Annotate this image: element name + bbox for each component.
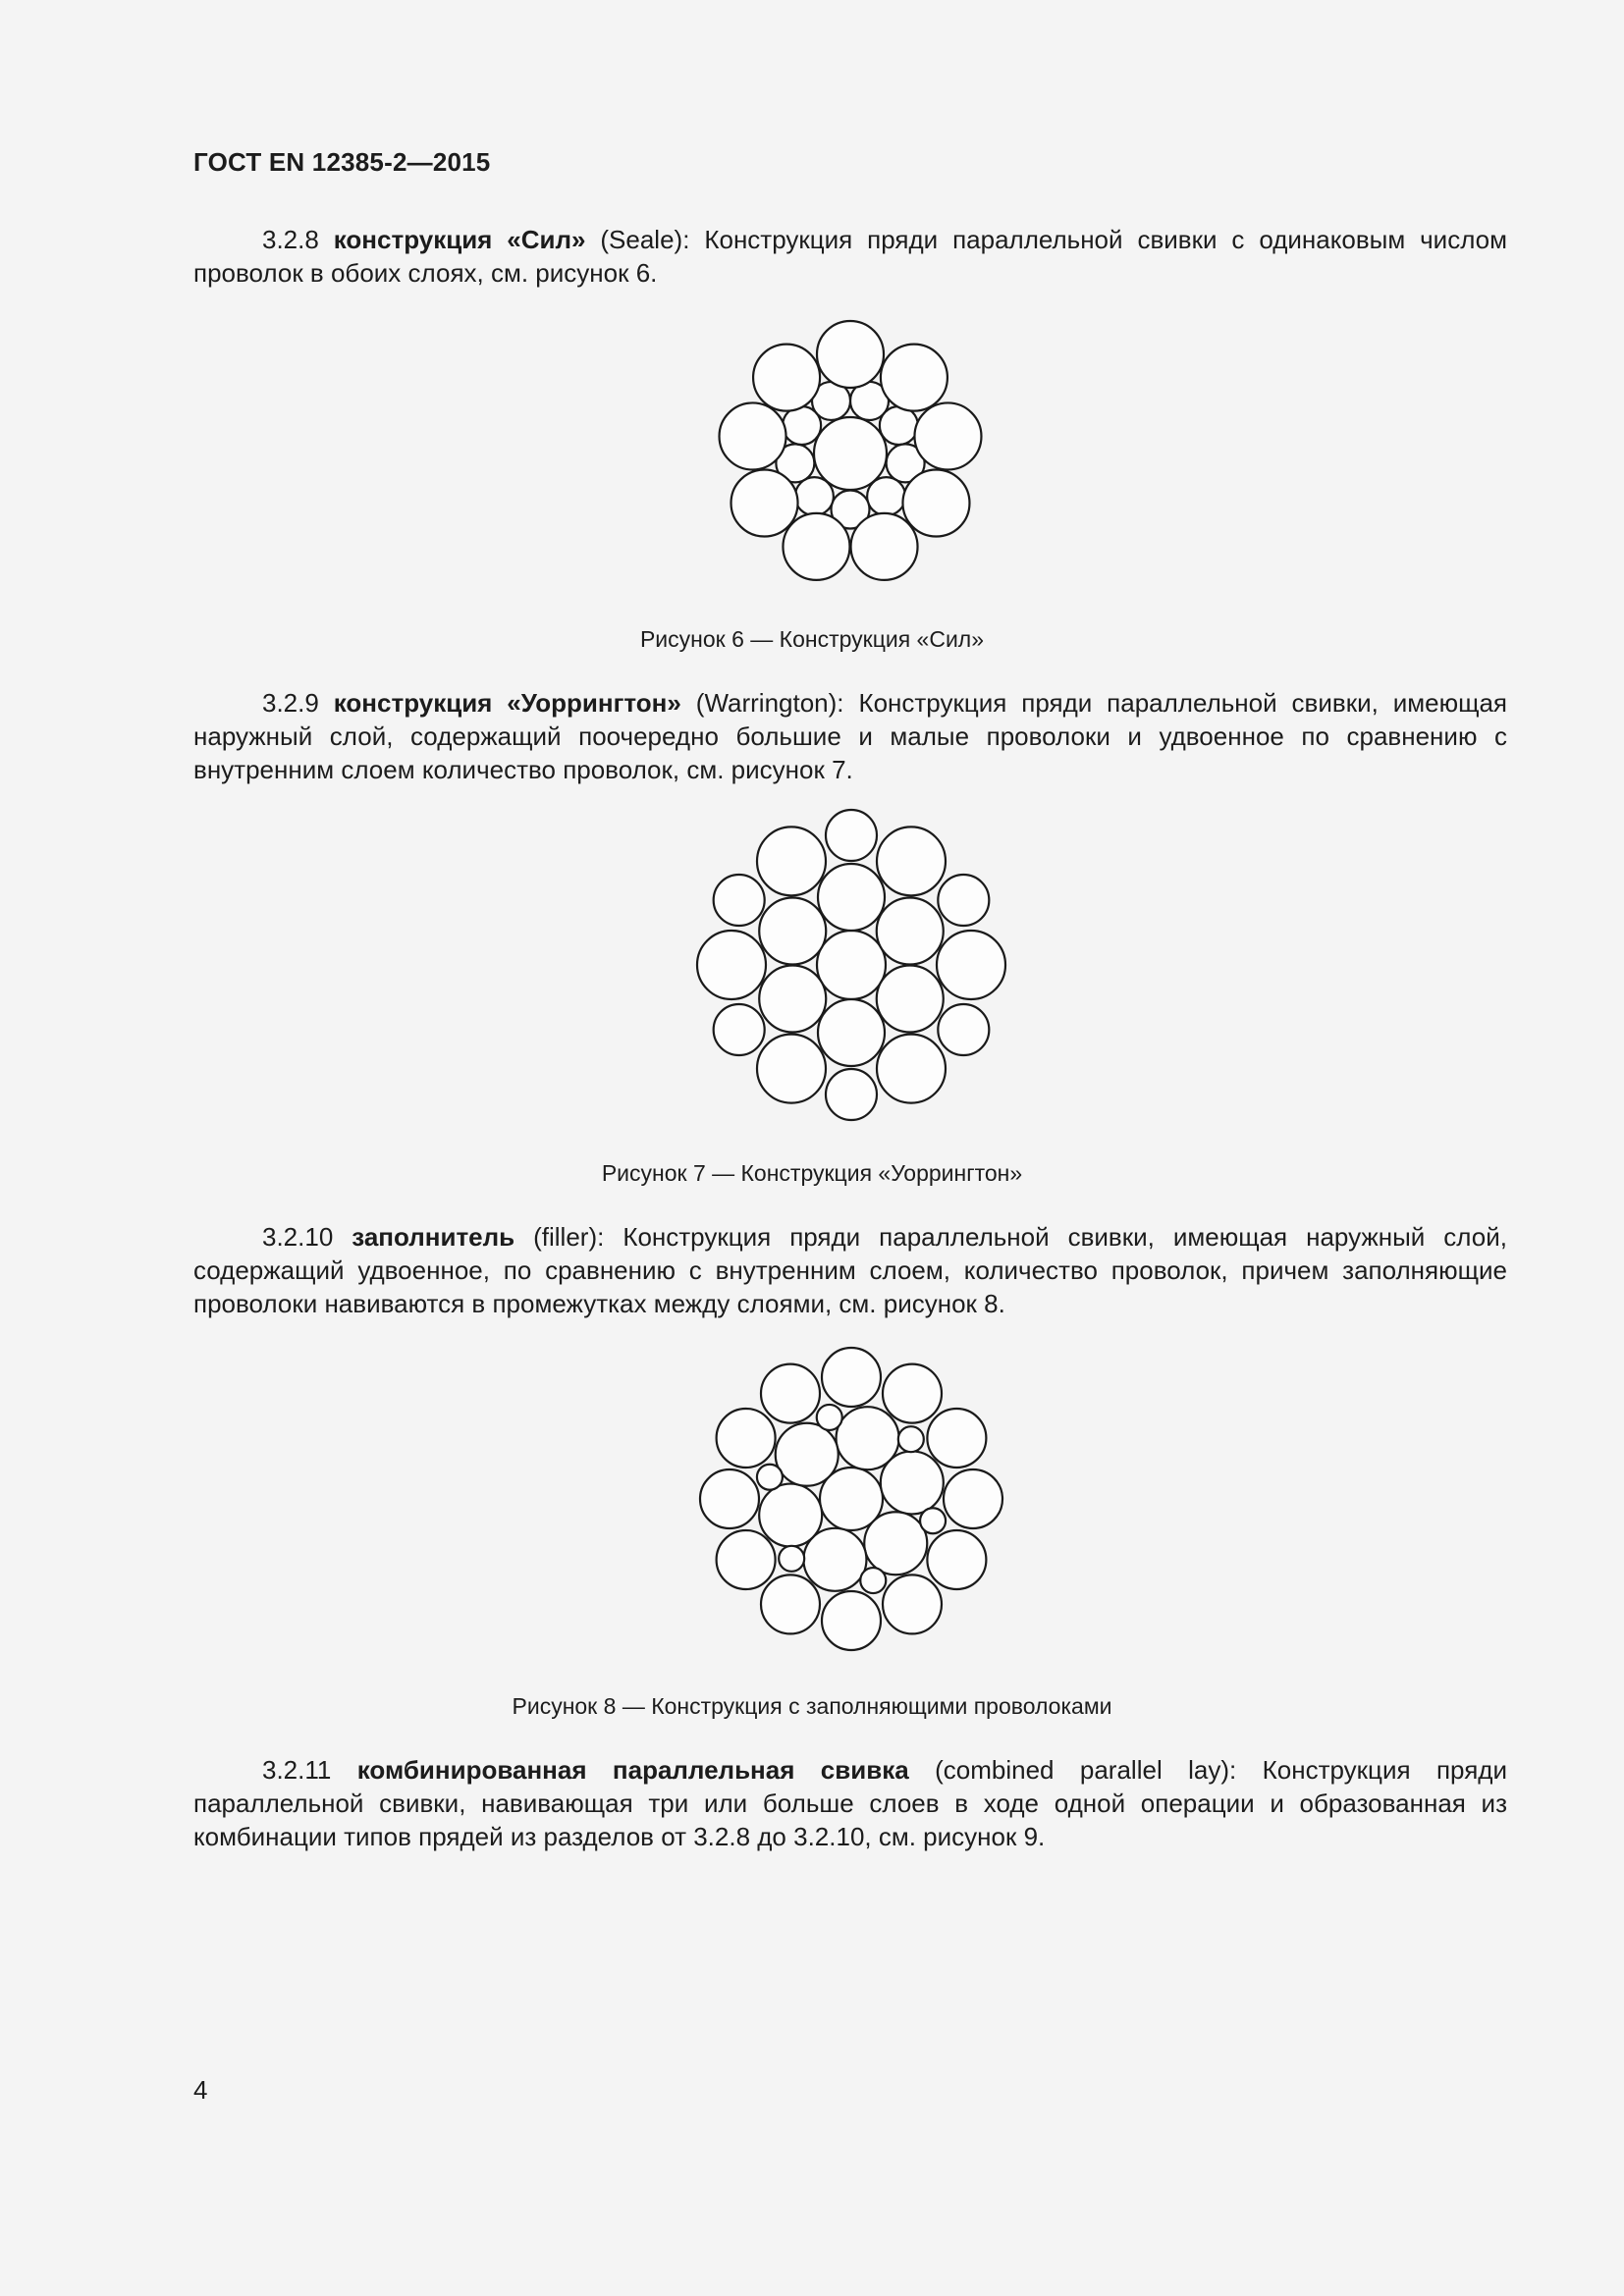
inner-wire (759, 898, 826, 965)
section-term: комбинированная параллельная свивка (356, 1755, 909, 1785)
section-number: 3.2.8 (262, 225, 319, 254)
outer-large-wire (877, 1035, 946, 1103)
section-text: Конструкция пряди параллельной свивки, имеющая наружный слой, содержащий поочередно большие и малые проволоки и удвоенное по сравнению с внутренним слоем количество проволок, см. рисунок 7. (193, 688, 1508, 784)
outer-small-wire (938, 875, 989, 926)
filler-wire (898, 1426, 924, 1452)
outer-wire (851, 513, 918, 580)
center-wire (817, 931, 886, 999)
outer-wire (822, 1348, 881, 1407)
outer-wire (883, 1575, 942, 1633)
inner-wire (818, 864, 885, 931)
figure-seale-strand (713, 316, 988, 591)
outer-large-wire (757, 1035, 826, 1103)
outer-small-wire (938, 1004, 989, 1055)
inner-wire (759, 966, 826, 1033)
outer-wire (817, 321, 884, 388)
outer-wire (822, 1591, 881, 1650)
outer-wire (927, 1409, 986, 1468)
filler-wire (757, 1465, 783, 1490)
inner-wire (881, 1451, 944, 1514)
outer-large-wire (697, 931, 766, 999)
outer-small-wire (714, 1004, 765, 1055)
figure-warrington-strand (697, 811, 1005, 1119)
inner-wire (864, 1512, 927, 1575)
inner-wire (795, 477, 834, 515)
outer-large-wire (757, 827, 826, 895)
section-english-term: (filler): (533, 1222, 605, 1252)
outer-wire (700, 1469, 759, 1528)
section-3-2-8 (193, 223, 1507, 290)
filler-wire (860, 1568, 886, 1593)
figure-7-caption: Рисунок 7 — Конструкция «Уоррингтон» (601, 1160, 1023, 1186)
section-text: Конструкция пряди параллельной свивки, имеющая наружный слой, содержащий удвоенное, по сравнению с внутренним слоем, количество проволок, причем заполняющие проволоки навиваются в промежутках между слоями, см. рисунок 8. (193, 1222, 1507, 1318)
outer-wire (944, 1469, 1002, 1528)
center-wire (814, 417, 887, 490)
section-3-2-9 (193, 686, 1507, 786)
outer-wire (927, 1530, 986, 1589)
outer-wire (881, 345, 947, 411)
outer-wire (761, 1575, 820, 1633)
outer-wire (914, 402, 981, 469)
section-3-2-11 (193, 1753, 1507, 1853)
figure-6-caption: Рисунок 6 — Конструкция «Сил» (639, 626, 985, 652)
section-text: Конструкция пряди параллельной свивки, навивающая три или больше слоев в ходе одной операции и образованная из комбинации типов прядей из разделов от 3.2.8 до 3.2.10, см. рисунок 9. (193, 1755, 1507, 1851)
section-number: 3.2.11 (262, 1755, 332, 1785)
inner-wire (877, 966, 944, 1033)
outer-wire (717, 1530, 776, 1589)
inner-wire (818, 999, 885, 1066)
outer-small-wire (826, 810, 877, 861)
outer-small-wire (826, 1069, 877, 1120)
outer-wire (761, 1364, 820, 1423)
figure-8-caption: Рисунок 8 — Конструкция с заполняющими проволоками (512, 1693, 1112, 1719)
outer-large-wire (877, 827, 946, 895)
inner-wire (880, 406, 918, 445)
filler-wire (817, 1405, 842, 1430)
document-header: ГОСТ EN 12385-2—2015 (193, 147, 491, 177)
section-english-term: (Seale): (600, 225, 690, 254)
section-term: конструкция «Уоррингтон» (333, 688, 681, 718)
outer-wire (731, 470, 798, 537)
outer-wire (717, 1409, 776, 1468)
inner-wire (877, 898, 944, 965)
inner-wire (867, 477, 905, 515)
outer-small-wire (714, 875, 765, 926)
outer-wire (783, 513, 849, 580)
outer-wire (720, 402, 786, 469)
section-english-term: (combined parallel lay): (935, 1755, 1237, 1785)
page-number: 4 (193, 2075, 208, 2105)
outer-wire (883, 1364, 942, 1423)
filler-wire (779, 1546, 804, 1572)
outer-wire (902, 470, 969, 537)
inner-wire (759, 1484, 822, 1547)
section-3-2-10 (193, 1220, 1507, 1320)
outer-large-wire (937, 931, 1005, 999)
section-number: 3.2.10 (262, 1222, 334, 1252)
section-term: заполнитель (352, 1222, 515, 1252)
section-text: Конструкция пряди параллельной свивки с одинаковым числом проволок в обоих слоях, см. рисунок 6. (193, 225, 1507, 288)
section-term: конструкция «Сил» (333, 225, 586, 254)
outer-wire (753, 345, 820, 411)
section-english-term: (Warrington): (695, 688, 844, 718)
filler-wire (920, 1508, 946, 1533)
figure-filler-strand (697, 1345, 1005, 1653)
inner-wire (776, 1423, 839, 1486)
section-number: 3.2.9 (262, 688, 319, 718)
